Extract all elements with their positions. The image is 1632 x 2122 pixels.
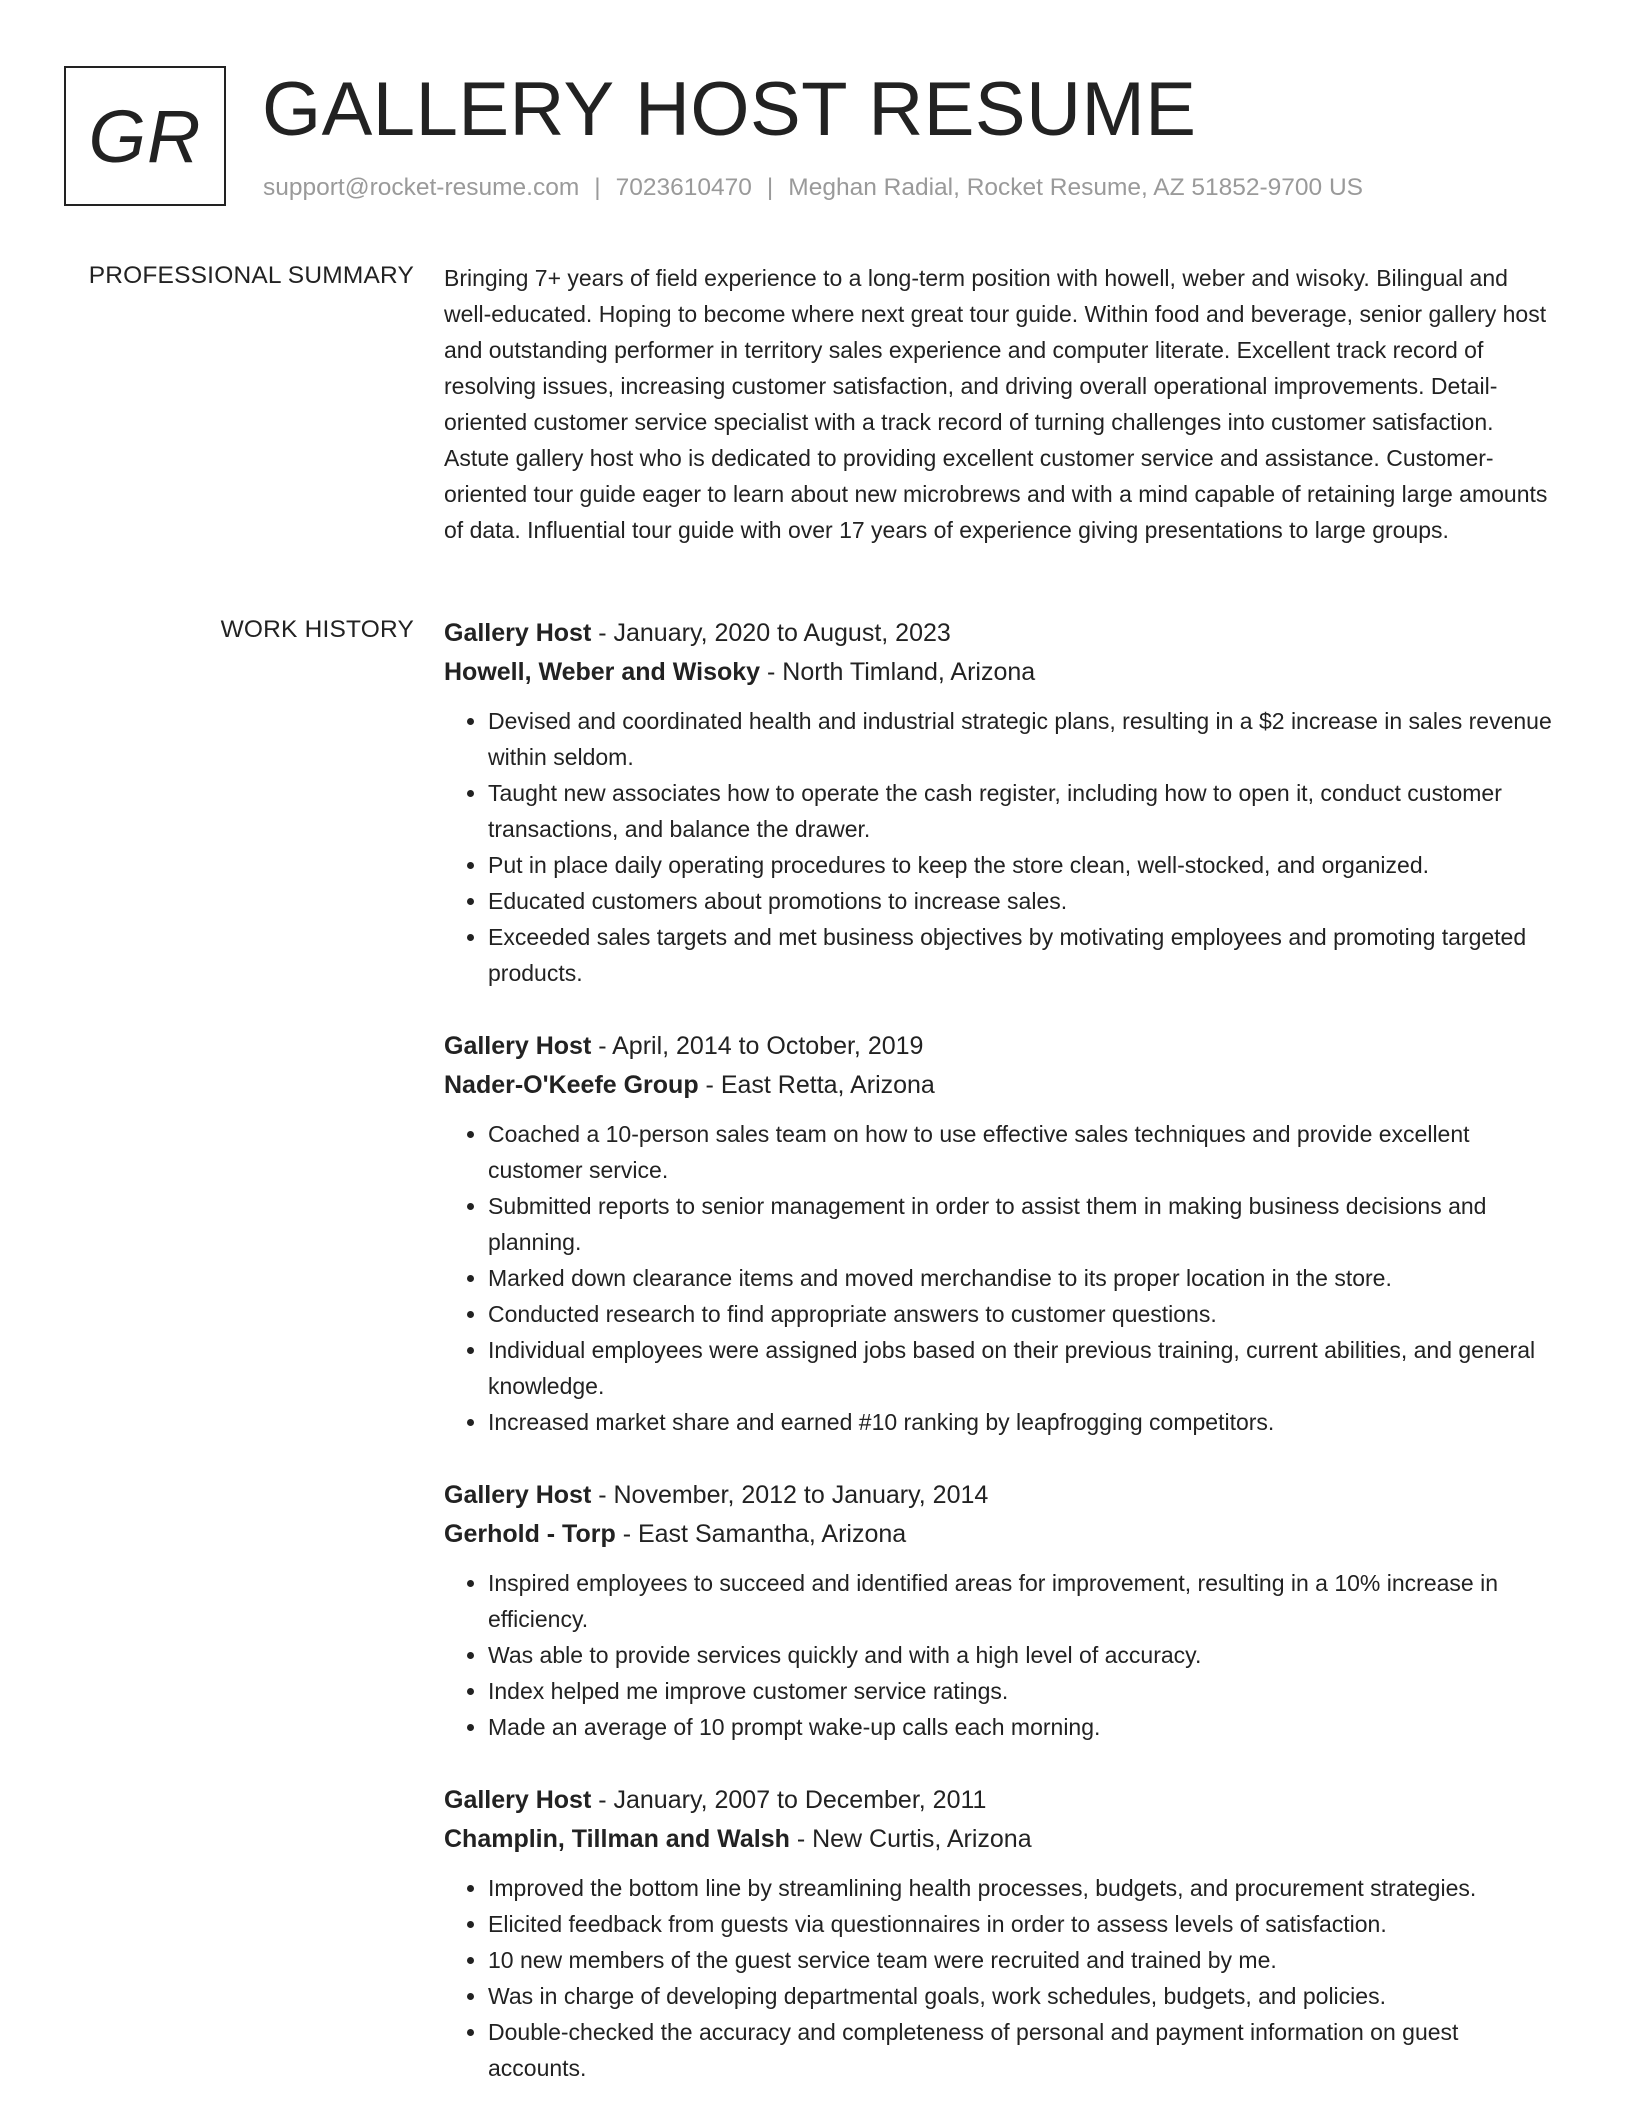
contact-email: support@rocket-resume.com [263,174,580,201]
contact-line [263,172,1363,204]
job-dates: January, 2007 to December, 2011 [613,1786,987,1814]
job-bullet: • Was able to provide services quickly and with a high level of accuracy. [488,1637,1556,1673]
job-location: East Samantha, Arizona [637,1520,907,1548]
job-bullet: • Was in charge of developing departmental goals, work schedules, budgets, and policies. [488,1978,1556,2014]
job-bullet: • Put in place daily operating procedures to keep the store clean, well-stocked, and organized. [488,847,1556,883]
job-company-line [444,1820,1556,1859]
job-entry [444,1027,1556,1440]
job-company-line [444,653,1556,692]
job-list [444,614,1556,2122]
job-company: Gerhold - Torp [444,1520,616,1548]
contact-address: Meghan Radial, Rocket Resume, AZ 51852-9700 US [788,174,1363,201]
monogram-logo: GR [64,66,226,206]
job-dash: - [760,658,783,686]
job-bullet-list [444,1565,1556,1745]
job-dash: - [591,1032,613,1060]
job-bullet: • Inspired employees to succeed and identified areas for improvement, resulting in a 10% increase in efficiency. [488,1565,1556,1637]
job-bullet: • Devised and coordinated health and industrial strategic plans, resulting in a $2 increase in sales revenue within seldom. [488,703,1556,775]
job-location: New Curtis, Arizona [812,1825,1032,1853]
job-bullet: • Conducted research to find appropriate answers to customer questions. [488,1296,1556,1332]
job-dates: January, 2020 to August, 2023 [613,619,951,647]
job-title-line [444,614,1556,653]
job-bullet: • Individual employees were assigned jobs based on their previous training, current abilities, and general knowledge. [488,1332,1556,1404]
job-entry [444,1781,1556,2086]
job-bullet: • Index helped me improve customer service ratings. [488,1673,1556,1709]
job-company-line [444,1515,1556,1554]
resume-header [64,66,1564,216]
job-company: Howell, Weber and Wisoky [444,658,761,686]
job-title: Gallery Host [444,1481,592,1509]
job-dash: - [789,1825,813,1853]
job-bullet: • Coached a 10-person sales team on how to use effective sales techniques and provide excellent customer service. [488,1116,1556,1188]
job-dash: - [698,1071,721,1099]
job-bullet: • Submitted reports to senior management in order to assist them in making business decisions and planning. [488,1188,1556,1260]
contact-separator: | [766,174,774,201]
job-bullet: • Exceeded sales targets and met business objectives by motivating employees and promoting targeted products. [488,919,1556,991]
job-dates: April, 2014 to October, 2019 [612,1032,924,1060]
job-bullet: • 10 new members of the guest service team were recruited and trained by me. [488,1942,1556,1978]
job-entry [444,614,1556,991]
job-company: Champlin, Tillman and Walsh [444,1825,790,1853]
job-bullet-list [444,703,1556,991]
job-title: Gallery Host [444,1032,592,1060]
job-bullet: • Educated customers about promotions to increase sales. [488,883,1556,919]
job-location: East Retta, Arizona [720,1071,935,1099]
job-bullet: • Improved the bottom line by streamlining health processes, budgets, and procurement strategies. [488,1870,1556,1906]
job-bullet: • Double-checked the accuracy and completeness of personal and payment information on guest accounts. [488,2014,1556,2086]
job-bullet: • Elicited feedback from guests via questionnaires in order to assess levels of satisfaction. [488,1906,1556,1942]
job-title: Gallery Host [444,1786,592,1814]
page-title: GALLERY HOST RESUME [262,67,1197,152]
section-label-summary: PROFESSIONAL SUMMARY [88,262,414,289]
summary-text: Bringing 7+ years of field experience to a long-term position with howell, weber and wisoky. Bilingual and well-educated. Hoping to become where next great tour guide. Within food and beverage, senior gallery host and outstanding performer in territory sales experience and computer literate. Excellent track record of resolving issues, increasing customer satisfaction, and driving overall operational improvements. Detail-oriented customer service specialist with a track record of turning challenges into customer satisfaction. Astute gallery host who is dedicated to providing excellent customer service and assistance. Customer-oriented tour guide eager to learn about new microbrews and with a mind capable of retaining large amounts of data. Influential tour guide with over 17 years of experience giving presentations to large groups. [444,265,1548,543]
job-bullet: • Taught new associates how to operate the cash register, including how to open it, conduct customer transactions, and balance the drawer. [488,775,1556,847]
job-bullet: • Marked down clearance items and moved merchandise to its proper location in the store. [488,1260,1556,1296]
job-entry [444,1476,1556,1745]
job-bullet-list [444,1870,1556,2086]
section-label-work-history: WORK HISTORY [220,616,414,643]
contact-phone: 7023610470 [615,174,752,201]
job-dash: - [591,619,614,647]
job-dash: - [591,1481,614,1509]
job-company: Nader-O'Keefe Group [444,1071,699,1099]
job-dash: - [591,1786,614,1814]
job-dash: - [615,1520,638,1548]
job-title-line [444,1027,1556,1066]
job-location: North Timland, Arizona [782,658,1036,686]
job-title-line [444,1781,1556,1820]
job-dates: November, 2012 to January, 2014 [613,1481,989,1509]
job-bullet: • Made an average of 10 prompt wake-up calls each morning. [488,1709,1556,1745]
job-bullet-list [444,1116,1556,1440]
contact-separator: | [594,174,601,201]
job-company-line [444,1066,1556,1105]
job-title: Gallery Host [444,619,592,647]
job-bullet: • Increased market share and earned #10 ranking by leapfrogging competitors. [488,1404,1556,1440]
job-title-line [444,1476,1556,1515]
